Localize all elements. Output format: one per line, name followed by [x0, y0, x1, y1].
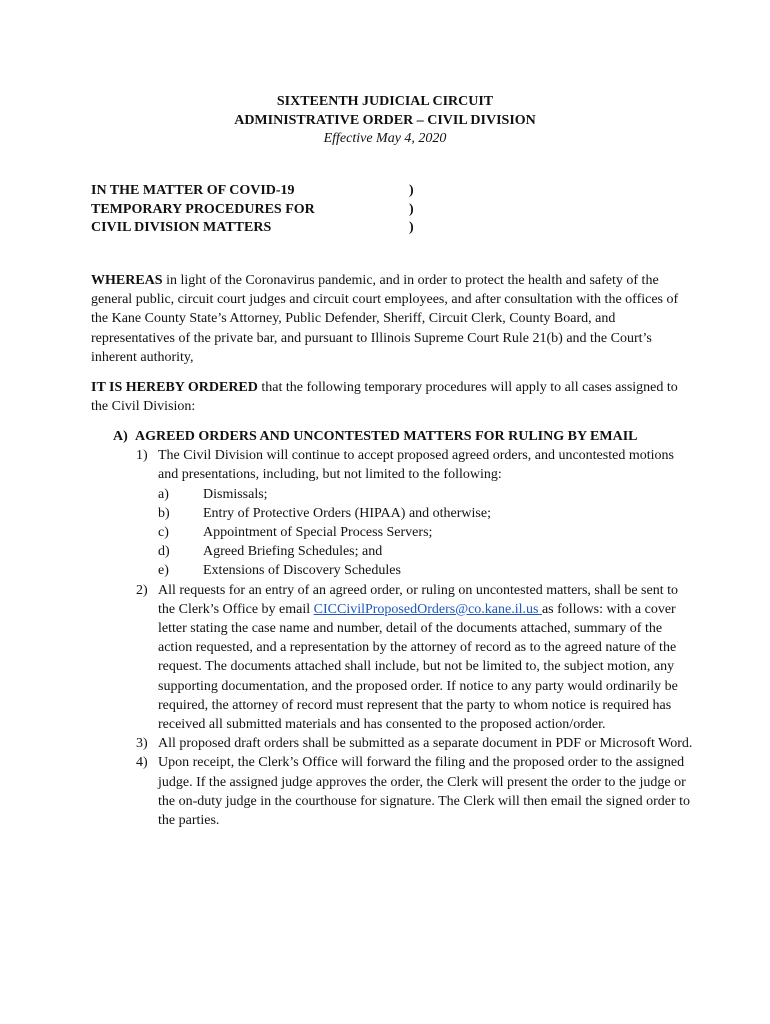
sub-label: e): [158, 563, 169, 579]
sub-label: c): [158, 525, 169, 541]
ordered-text: that the following temporary procedures will apply to all cases assigned to the Civil Division:: [91, 380, 678, 415]
item-text: Upon receipt, the Clerk’s Office will forward the filing and the proposed order to the assigned judge. If the assigned judge approves the order, the Clerk will present the order to the judge or the on-duty judge in the courthouse for signature. The Clerk will then email the signed order to the parties.: [158, 755, 690, 829]
section-a-heading: [113, 427, 693, 446]
court-name: SIXTEENTH JUDICIAL CIRCUIT: [276, 94, 494, 109]
sub-text: Extensions of Discovery Schedules: [203, 563, 401, 579]
ordered-paragraph: [91, 378, 691, 416]
effective-date: Effective May 4, 2020: [323, 131, 447, 146]
sub-item: [158, 523, 693, 542]
sub-text: Entry of Protective Orders (HIPAA) and otherwise;: [203, 505, 491, 521]
list-item: [136, 446, 693, 580]
section-title: AGREED ORDERS AND UNCONTESTED MATTERS FOR RULING BY EMAIL: [135, 429, 638, 444]
email-link[interactable]: CICCivilProposedOrders@co.kane.il.us: [313, 601, 542, 617]
sub-text: Appointment of Special Process Servers;: [203, 525, 433, 541]
item-text: The Civil Division will continue to accept proposed agreed orders, and uncontested motions and presentations, including, but not limited to the following:: [158, 448, 674, 483]
item-text: All requests for an entry of an agreed order, or ruling on uncontested matters, shall be sent to the Clerk’s Office by email: [158, 582, 679, 617]
caption-line: [91, 201, 431, 220]
document-header: [0, 93, 770, 149]
caption-line: [91, 219, 431, 238]
section-label: A): [113, 429, 128, 444]
list-item: [136, 734, 693, 753]
sub-item: [158, 542, 693, 561]
section-a-items: [136, 446, 693, 830]
caption-line: [91, 182, 431, 201]
whereas-text: in light of the Coronavirus pandemic, and in order to protect the health and safety of the general public, circuit court judges and circuit court employees, and after consultation with the offices of the Kane County State’s Attorney, Public Defender, Sheriff, Circuit Clerk, County Board, and representatives of the private bar, and pursuant to Illinois Supreme Court Rule 21(b) and the Court’s inherent authority,: [91, 273, 679, 365]
item-text: All proposed draft orders shall be submitted as a separate document in PDF or Microsoft Word.: [158, 736, 693, 752]
caption-paren: ): [409, 183, 414, 198]
item-number: 1): [136, 448, 148, 464]
caption-text: IN THE MATTER OF COVID-19: [91, 183, 295, 198]
item-number: 4): [136, 755, 148, 771]
order-title: ADMINISTRATIVE ORDER – CIVIL DIVISION: [234, 112, 536, 128]
sub-item: [158, 561, 693, 580]
list-item: [136, 753, 693, 830]
caption-text: CIVIL DIVISION MATTERS: [91, 220, 272, 236]
sub-item: [158, 504, 693, 523]
section-a: [113, 427, 693, 830]
item-content: [158, 581, 693, 735]
whereas-lead: WHEREAS: [91, 273, 163, 288]
sub-label: b): [158, 505, 170, 521]
item-number: 3): [136, 736, 148, 752]
item-content: [158, 446, 693, 580]
ordered-lead: IT IS HEREBY ORDERED: [91, 380, 258, 395]
list-item: [136, 581, 693, 735]
case-caption: [91, 182, 431, 238]
caption-paren: ): [409, 201, 414, 217]
caption-paren: ): [409, 220, 414, 236]
caption-text: TEMPORARY PROCEDURES FOR: [91, 201, 315, 217]
sub-label: a): [158, 486, 169, 502]
item-text-continued: as follows: with a cover letter stating the case name and number, detail of the documents attached, summary of the action requested, and a representation by the attorney of record as to the agreed nature of the request. The documents attached shall include, but not be limited to, the subject motion, any supporting documentation, and the proposed order. If notice to any party would ordinarily be required, the attorney of record must represent that the party to whom notice is required has received all submitted materials and has consented to the proposed action/order.: [158, 601, 678, 733]
sub-item: [158, 485, 693, 504]
sub-text: Dismissals;: [203, 486, 268, 502]
item-number: 2): [136, 582, 148, 598]
whereas-paragraph: [91, 271, 691, 367]
sub-label: d): [158, 544, 170, 560]
sub-text: Agreed Briefing Schedules; and: [203, 544, 383, 560]
